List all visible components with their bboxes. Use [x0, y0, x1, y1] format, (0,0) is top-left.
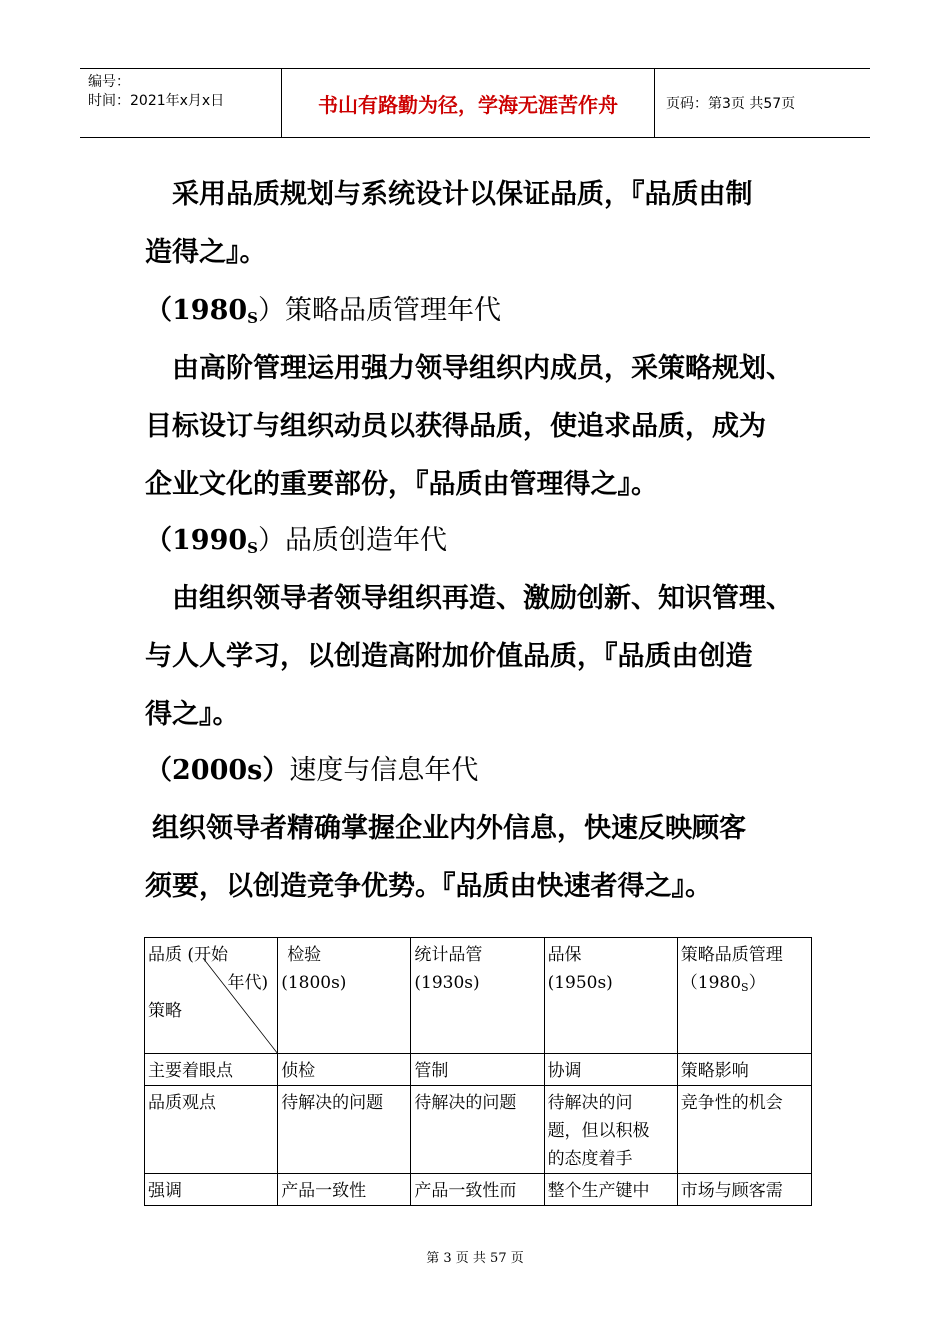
- document-time-label: 时间：2021年x月x日: [88, 93, 225, 109]
- corner-bottom-label: 策略: [148, 1001, 182, 1021]
- page-footer: 第 3 页 共 57 页: [426, 1251, 524, 1266]
- table-cell: 待解决的问题: [278, 1086, 411, 1174]
- paragraph-line: 造得之』。: [145, 237, 267, 268]
- table-cell: 产品一致性: [278, 1174, 411, 1206]
- table-row-label: 品质观点: [145, 1086, 278, 1174]
- heading-subscript: S: [247, 539, 258, 557]
- section-heading-2000s: [145, 748, 478, 787]
- table-cell: 管制: [411, 1054, 544, 1086]
- paragraph-line: 由高阶管理运用强力领导组织内成员，采策略规划、: [172, 353, 793, 384]
- heading-year: （2000s）: [145, 755, 290, 786]
- table-row: [145, 1054, 812, 1086]
- header-meta: [80, 69, 282, 137]
- corner-top-label: 品质 (开始: [148, 945, 229, 965]
- table-cell: 竞争性的机会: [677, 1086, 811, 1174]
- table-cell: 侦检: [278, 1054, 411, 1086]
- table-cell: 协调: [544, 1054, 677, 1086]
- corner-mid-label: 年代): [227, 973, 269, 993]
- table-cell: 整个生产键中: [544, 1174, 677, 1206]
- table-cell: 产品一致性而: [411, 1174, 544, 1206]
- table-header-row: [145, 938, 812, 1054]
- table-col-header: 统计品管 (1930s): [411, 938, 544, 1054]
- paragraph-line: 组织领导者精确掌握企业内外信息，快速反映顾客: [152, 813, 746, 844]
- heading-year: （1990: [145, 525, 248, 556]
- heading-title: ）品质创造年代: [258, 525, 447, 556]
- paragraph-line: 目标设订与组织动员以获得品质，使追求品质，成为: [145, 411, 766, 442]
- table-col-header: 检验 (1800s): [278, 938, 411, 1054]
- heading-title: 速度与信息年代: [289, 755, 479, 786]
- heading-subscript: S: [247, 309, 258, 327]
- table-row: [145, 1086, 812, 1174]
- table-row: [145, 1174, 812, 1206]
- paragraph-line: 由组织领导者领导组织再造、激励创新、知识管理、: [172, 583, 793, 614]
- paragraph-line: 与人人学习，以创造高附加价值品质，『品质由创造: [145, 641, 753, 672]
- table-col-header: 策略品质管理 （1980S）: [677, 938, 811, 1054]
- document-number-label: 编号：: [88, 74, 130, 90]
- heading-year: （1980: [145, 295, 248, 326]
- table-cell: 市场与顾客需: [677, 1174, 811, 1206]
- paragraph-line: 企业文化的重要部份，『品质由管理得之』。: [145, 469, 658, 500]
- quality-eras-table: [144, 937, 812, 1206]
- paragraph-line: 须要，以创造竞争优势。『品质由快速者得之』。: [145, 871, 712, 902]
- table-cell: 待解决的问 题，但以积极 的态度着手: [544, 1086, 677, 1174]
- table-cell: 待解决的问题: [411, 1086, 544, 1174]
- table-corner-cell: [145, 938, 278, 1054]
- header-motto: 书山有路勤为径，学海无涯苦作舟: [282, 69, 655, 137]
- paragraph-line: 采用品质规划与系统设计以保证品质，『品质由制: [172, 179, 753, 210]
- table-row-label: 强调: [145, 1174, 278, 1206]
- header-page-info: 页码：第3页 共57页: [666, 96, 796, 112]
- page-header: [80, 68, 870, 138]
- table-cell: 策略影响: [677, 1054, 811, 1086]
- table-row-label: 主要着眼点: [145, 1054, 278, 1086]
- table-col-header: 品保 (1950s): [544, 938, 677, 1054]
- section-heading-1990s: [145, 518, 447, 557]
- section-heading-1980s: [145, 288, 501, 327]
- heading-title: ）策略品质管理年代: [258, 295, 501, 326]
- paragraph-line: 得之』。: [145, 699, 240, 730]
